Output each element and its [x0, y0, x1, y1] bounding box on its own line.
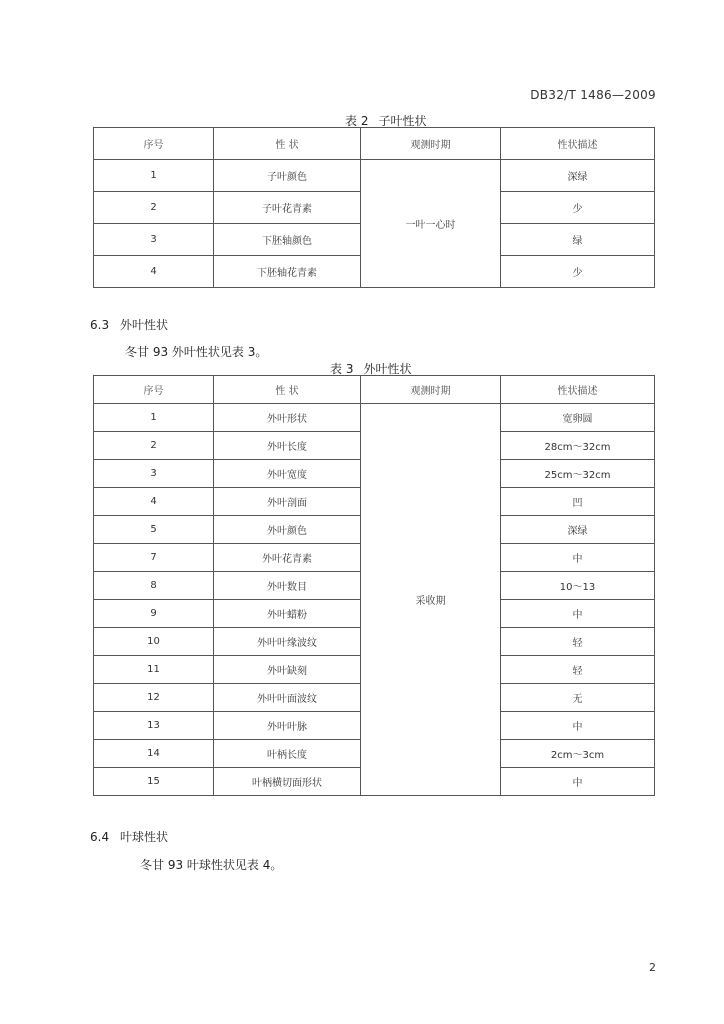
row-trait: 外叶宽度	[214, 460, 361, 488]
table2-header-cell: 性状描述	[501, 128, 655, 160]
observation-period: 采收期	[361, 404, 501, 796]
section-number: 6.3	[90, 318, 110, 332]
table3-caption-number: 表 3	[330, 362, 354, 376]
row-description: 深绿	[501, 516, 655, 544]
row-description: 少	[501, 192, 655, 224]
observation-period: 一叶一心时	[361, 160, 501, 288]
row-number: 14	[94, 740, 214, 768]
row-trait: 外叶叶脉	[214, 712, 361, 740]
row-number: 4	[94, 256, 214, 288]
row-number: 11	[94, 656, 214, 684]
row-trait: 子叶花青素	[214, 192, 361, 224]
table3-header-cell: 序号	[94, 376, 214, 404]
row-number: 3	[94, 460, 214, 488]
row-number: 9	[94, 600, 214, 628]
row-trait: 下胚轴花青素	[214, 256, 361, 288]
row-trait: 外叶剖面	[214, 488, 361, 516]
row-number: 3	[94, 224, 214, 256]
row-number: 2	[94, 192, 214, 224]
row-trait: 外叶花青素	[214, 544, 361, 572]
row-description: 宽卵圆	[501, 404, 655, 432]
table2-header-cell: 序号	[94, 128, 214, 160]
table2-caption-number: 表 2	[345, 114, 369, 128]
row-description: 中	[501, 712, 655, 740]
row-trait: 外叶缺刻	[214, 656, 361, 684]
row-number: 8	[94, 572, 214, 600]
table2	[93, 127, 655, 288]
row-description: 28cm～32cm	[501, 432, 655, 460]
row-description: 2cm～3cm	[501, 740, 655, 768]
row-number: 2	[94, 432, 214, 460]
section-6-3-heading	[90, 316, 168, 333]
table2-caption-title: 子叶性状	[378, 114, 427, 128]
table-row	[94, 160, 655, 192]
section-title: 叶球性状	[120, 830, 169, 844]
row-description: 无	[501, 684, 655, 712]
row-trait: 叶柄横切面形状	[214, 768, 361, 796]
table3-header-row	[94, 376, 655, 404]
section-number: 6.4	[90, 830, 110, 844]
section-6-3-paragraph: 冬甘 93 外叶性状见表 3。	[125, 345, 268, 359]
row-number: 4	[94, 488, 214, 516]
table3-header-cell: 观测时期	[361, 376, 501, 404]
row-description: 25cm～32cm	[501, 460, 655, 488]
row-description: 少	[501, 256, 655, 288]
table2-header-cell: 观测时期	[361, 128, 501, 160]
row-description: 深绿	[501, 160, 655, 192]
standard-code: DB32/T 1486—2009	[530, 88, 656, 102]
row-description: 凹	[501, 488, 655, 516]
row-description: 绿	[501, 224, 655, 256]
table3	[93, 375, 655, 796]
row-trait: 外叶形状	[214, 404, 361, 432]
row-description: 中	[501, 768, 655, 796]
row-number: 12	[94, 684, 214, 712]
section-6-4-paragraph: 冬甘 93 叶球性状见表 4。	[140, 858, 283, 872]
row-description: 轻	[501, 656, 655, 684]
row-trait: 外叶叶面波纹	[214, 684, 361, 712]
page-number: 2	[649, 961, 656, 974]
row-trait: 外叶长度	[214, 432, 361, 460]
row-description: 轻	[501, 628, 655, 656]
table2-header-cell: 性 状	[214, 128, 361, 160]
row-trait: 外叶数目	[214, 572, 361, 600]
row-trait: 外叶蜡粉	[214, 600, 361, 628]
row-trait: 子叶颜色	[214, 160, 361, 192]
section-title: 外叶性状	[120, 318, 169, 332]
row-trait: 叶柄长度	[214, 740, 361, 768]
row-number: 1	[94, 160, 214, 192]
row-description: 10～13	[501, 572, 655, 600]
row-number: 1	[94, 404, 214, 432]
table-row	[94, 404, 655, 432]
row-description: 中	[501, 600, 655, 628]
section-6-4-heading	[90, 828, 168, 845]
row-trait: 下胚轴颜色	[214, 224, 361, 256]
row-description: 中	[501, 544, 655, 572]
row-trait: 外叶颜色	[214, 516, 361, 544]
table3-caption-title: 外叶性状	[363, 362, 412, 376]
table3-header-cell: 性 状	[214, 376, 361, 404]
row-trait: 外叶叶缘波纹	[214, 628, 361, 656]
row-number: 5	[94, 516, 214, 544]
row-number: 15	[94, 768, 214, 796]
table2-header-row	[94, 128, 655, 160]
row-number: 7	[94, 544, 214, 572]
row-number: 13	[94, 712, 214, 740]
row-number: 10	[94, 628, 214, 656]
table3-header-cell: 性状描述	[501, 376, 655, 404]
